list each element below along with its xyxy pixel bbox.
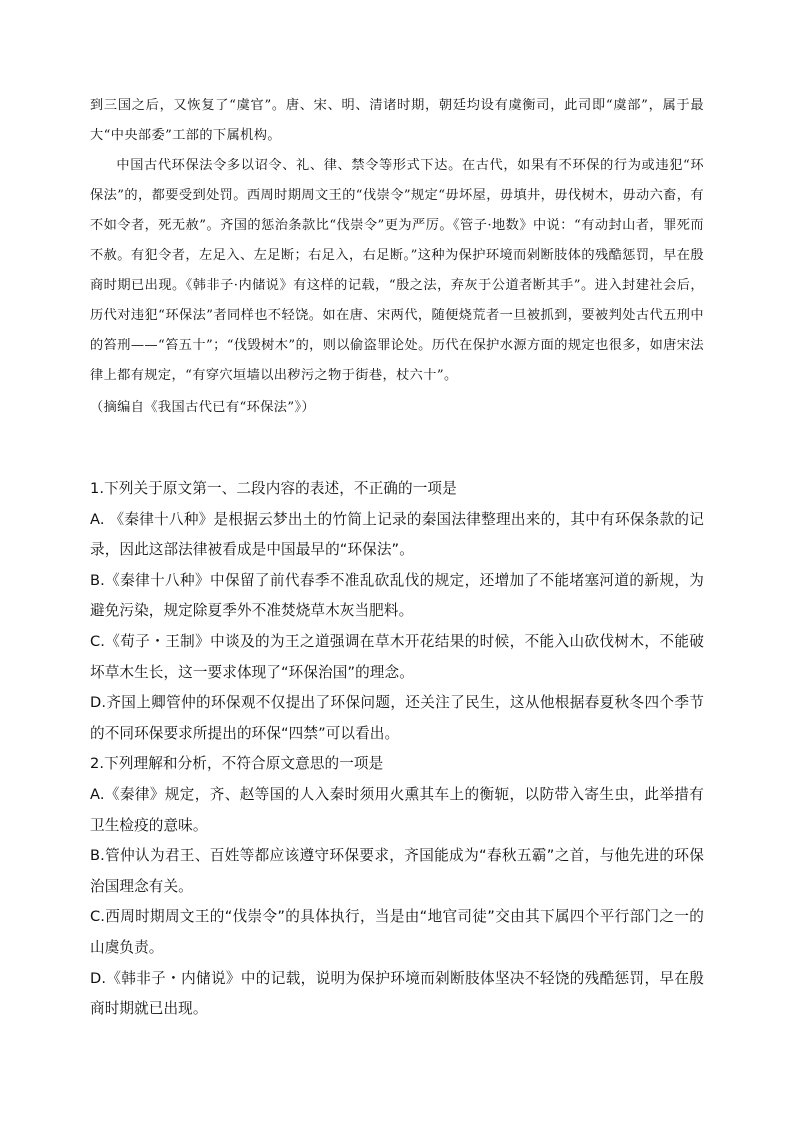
- question-2-option-d: D.《韩非子・内储说》中的记载，说明为保护环境而剁断肢体坚决不轻饶的残酷惩罚，早在殷商时期就已出现。: [90, 969, 704, 1018]
- question-1-option-c: C.《荀子・王制》中谈及的为王之道强调在草木开花结果的时候，不能入山砍伐树木，不能破坏草木生长，这一要求体现了“环保治国”的理念。: [90, 632, 704, 681]
- passage-source: （摘编自《我国古代已有“环保法”》）: [90, 400, 316, 415]
- question-1: [90, 474, 704, 749]
- passage-paragraph-2: 中国古代环保法令多以诏令、礼、律、禁令等形式下达。在古代，如果有不环保的行为或违犯“环保法”的，都要受到处罚。西周时期周文王的“伐崇令”规定“毋坏屋，毋填井，毋伐树木，毋动六畜，有不如令者，死无赦”。齐国的惩治条款比“伐崇令”更为严厉。《管子·地数》中说：“有动封山者，罪死而不赦。有犯令者，左足入、左足断；右足入，右足断。”这种为保护环境而剁断肢体的残酷惩罚，早在殷商时期已出现。《韩非子·内储说》有这样的记载，“殷之法，弃灰于公道者断其手”。进入封建社会后，历代对违犯“环保法”者同样也不轻饶。如在唐、宋两代，随便烧荒者一旦被抓到，要被判处古代五刑中的笞刑——“笞五十”；“伐毁树木”的，则以偷盗罪论处。历代在保护水源方面的规定也很多，如唐宋法律上都有规定，“有穿穴垣墙以出秽污之物于街巷，杖六十”。: [90, 158, 704, 383]
- question-2: [90, 749, 704, 1024]
- reading-passage: [90, 91, 704, 423]
- question-1-option-b: B.《秦律十八种》中保留了前代春季不准乱砍乱伐的规定，还增加了不能堵塞河道的新规，为避免污染，规定除夏季外不准焚烧草木灰当肥料。: [90, 571, 704, 620]
- passage-paragraph-1: 到三国之后，又恢复了“虞官”。唐、宋、明、清诸时期，朝廷均设有虞衡司，此司即“虞部”，属于最大“中央部委”工部的下属机构。: [90, 98, 704, 143]
- question-2-stem: 2.下列理解和分析，不符合原文意思的一项是: [90, 755, 384, 773]
- question-2-option-b: B.管仲认为君王、百姓等都应该遵守环保要求，齐国能成为“春秋五霸”之首，与他先进的环保治国理念有关。: [90, 847, 704, 895]
- question-list: [90, 474, 704, 1025]
- question-1-option-a: A. 《秦律十八种》是根据云梦出土的竹简上记录的秦国法律整理出来的，其中有环保条款的记录，因此这部法律被看成是中国最早的“环保法”。: [90, 510, 704, 559]
- question-2-option-c: C.西周时期周文王的“伐崇令”的具体执行，当是由“地官司徒”交由其下属四个平行部门之一的山虞负责。: [90, 908, 704, 956]
- question-2-option-a: A.《秦律》规定，齐、赵等国的人入秦时须用火熏其车上的衡轭，以防带入寄生虫，此举措有卫生检疫的意味。: [90, 785, 704, 834]
- question-1-stem: 1.下列关于原文第一、二段内容的表述，不正确的一项是: [90, 480, 457, 497]
- question-1-option-d: D.齐国上卿管仲的环保观不仅提出了环保问题，还关注了民生，这从他根据春夏秋冬四个季节的不同环保要求所提出的环保“四禁”可以看出。: [90, 694, 704, 742]
